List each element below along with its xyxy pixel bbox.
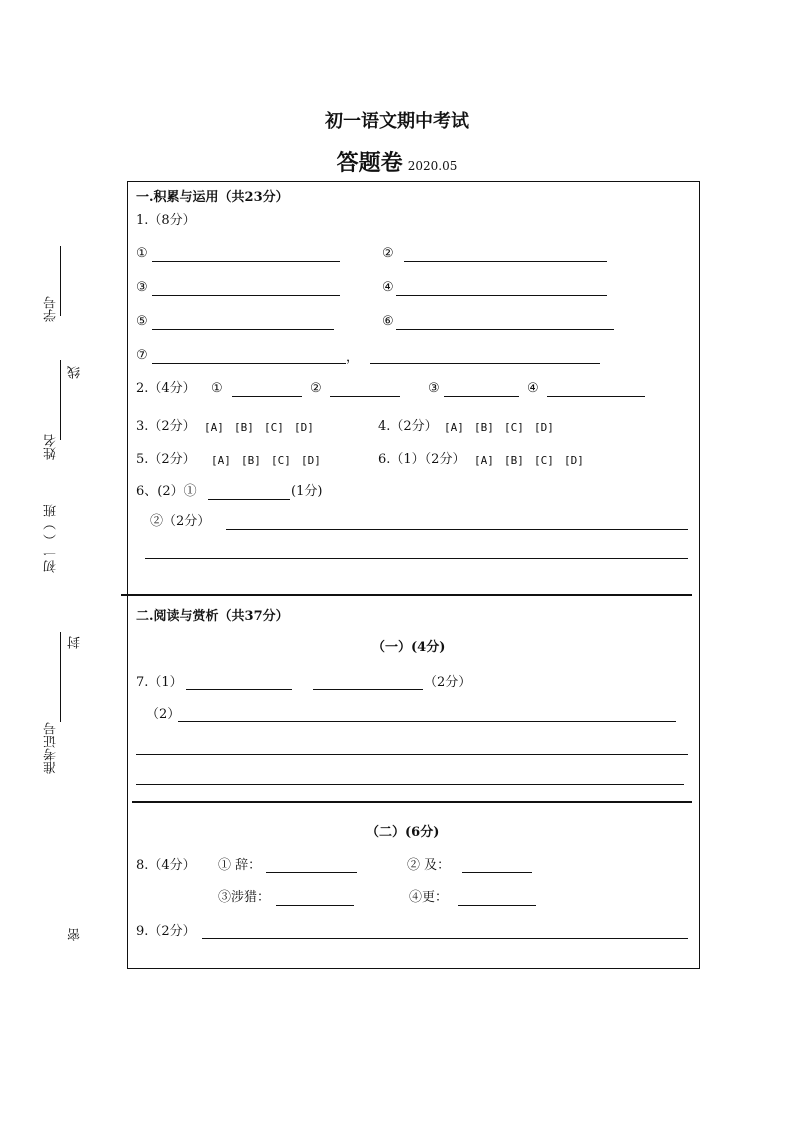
q5-option-b[interactable]: [B]	[241, 454, 261, 467]
q1-blank-2-label: ②	[382, 246, 394, 261]
q7-2-blank-1[interactable]	[178, 721, 676, 722]
exam-title: 初一语文期中考试	[325, 111, 469, 132]
q6-1-option-b[interactable]: [B]	[504, 454, 524, 467]
q7-1-blank-1[interactable]	[186, 689, 292, 690]
q8-4-blank[interactable]	[458, 905, 536, 906]
q4-option-c[interactable]: [C]	[504, 421, 524, 434]
q1-blank-7a[interactable]	[152, 363, 346, 364]
q5-option-c[interactable]: [C]	[271, 454, 291, 467]
q2-blank-2-label: ②	[310, 381, 322, 396]
q2-blank-3-label: ③	[428, 381, 440, 396]
q2-blank-1-label: ①	[211, 381, 223, 396]
exam-no-line	[60, 632, 61, 722]
q7-2-blank-3[interactable]	[136, 784, 684, 785]
q1-blank-6-label: ⑥	[382, 314, 394, 329]
q1-blank-3[interactable]	[152, 295, 340, 296]
q6-2-blank-1[interactable]	[208, 499, 290, 500]
q9-blank[interactable]	[202, 938, 688, 939]
answer-sheet-title: 答题卷	[336, 150, 403, 176]
q2-blank-4-label: ④	[527, 381, 539, 396]
q5-option-a[interactable]: [A]	[211, 454, 231, 467]
secret-label: 密	[68, 928, 83, 941]
class-label: 初一（ ）班	[44, 504, 59, 574]
q8-2-blank[interactable]	[462, 872, 532, 873]
q3-option-b[interactable]: [B]	[234, 421, 254, 434]
q4-option-d[interactable]: [D]	[534, 421, 554, 434]
section-divider-1	[121, 594, 692, 596]
q1-blank-2[interactable]	[404, 261, 607, 262]
q6-1-option-a[interactable]: [A]	[474, 454, 494, 467]
q8-3-label: ③涉猎：	[218, 890, 271, 905]
q6-2b-blank-1[interactable]	[226, 529, 688, 530]
q1-blank-7-label: ⑦	[136, 348, 148, 363]
q6-2b-blank-2[interactable]	[145, 558, 688, 559]
q1-blank-3-label: ③	[136, 280, 148, 295]
student-id-line	[60, 246, 61, 316]
q8-1-label: ① 辞：	[218, 858, 262, 873]
q1-blank-1-label: ①	[136, 246, 148, 261]
q1-blank-4[interactable]	[396, 295, 607, 296]
q7-2-blank-2[interactable]	[136, 754, 688, 755]
q5-label: 5.（2分）	[136, 452, 196, 467]
q9-label: 9.（2分）	[136, 924, 196, 939]
q2-blank-1[interactable]	[232, 396, 302, 397]
section2-heading: 二.阅读与赏析（共37分）	[136, 609, 289, 624]
q8-2-label: ② 及：	[407, 858, 451, 873]
q3-label: 3.（2分）	[136, 419, 196, 434]
q1-blank-7b[interactable]	[370, 363, 600, 364]
line-label: 线	[68, 366, 83, 379]
q1-blank-4-label: ④	[382, 280, 394, 295]
q4-label: 4.（2分）	[378, 419, 438, 434]
q1-comma: ，	[346, 350, 360, 365]
q7-points: （2分）	[424, 675, 472, 690]
q2-blank-2[interactable]	[330, 396, 400, 397]
q8-4-label: ④更：	[409, 890, 449, 905]
q1-blank-1[interactable]	[152, 261, 340, 262]
q6-1-option-d[interactable]: [D]	[564, 454, 584, 467]
q2-blank-4[interactable]	[547, 396, 645, 397]
student-id-label: 学号	[44, 296, 59, 322]
q6-2b-label: ②（2分）	[150, 514, 211, 529]
q6-2-label: 6、(2）①	[136, 484, 197, 499]
q5-option-d[interactable]: [D]	[301, 454, 321, 467]
name-label: 姓名	[44, 434, 59, 460]
q2-blank-3[interactable]	[444, 396, 519, 397]
q4-option-b[interactable]: [B]	[474, 421, 494, 434]
q1-blank-6[interactable]	[396, 329, 614, 330]
section-divider-2	[132, 801, 692, 803]
part2-heading: （二）(6分)	[366, 825, 440, 840]
q4-option-a[interactable]: [A]	[444, 421, 464, 434]
exam-no-label: 准考证号	[44, 722, 59, 774]
q7-2-label: （2）	[146, 707, 181, 722]
q1-blank-5-label: ⑤	[136, 314, 148, 329]
q8-1-blank[interactable]	[266, 872, 357, 873]
q8-3-blank[interactable]	[276, 905, 354, 906]
answer-box	[127, 181, 700, 969]
q1-blank-5[interactable]	[152, 329, 334, 330]
q8-label: 8.（4分）	[136, 858, 196, 873]
answer-sheet-title-row	[0, 146, 794, 177]
q3-option-a[interactable]: [A]	[204, 421, 224, 434]
seal-label: 封	[68, 636, 83, 649]
name-line	[60, 360, 61, 440]
q6-1-option-c[interactable]: [C]	[534, 454, 554, 467]
q1-label: 1.（8分）	[136, 213, 196, 228]
exam-date: 2020.05	[407, 159, 458, 173]
part1-heading: （一）(4分)	[372, 640, 446, 655]
q7-1-label: 7.（1）	[136, 675, 183, 690]
q6-2-points: (1分)	[291, 484, 323, 499]
q3-option-c[interactable]: [C]	[264, 421, 284, 434]
q6-1-label: 6.（1）（2分）	[378, 452, 466, 467]
q7-1-blank-2[interactable]	[313, 689, 423, 690]
q2-label: 2.（4分）	[136, 381, 196, 396]
q3-option-d[interactable]: [D]	[294, 421, 314, 434]
section1-heading: 一.积累与运用（共23分）	[136, 190, 289, 205]
